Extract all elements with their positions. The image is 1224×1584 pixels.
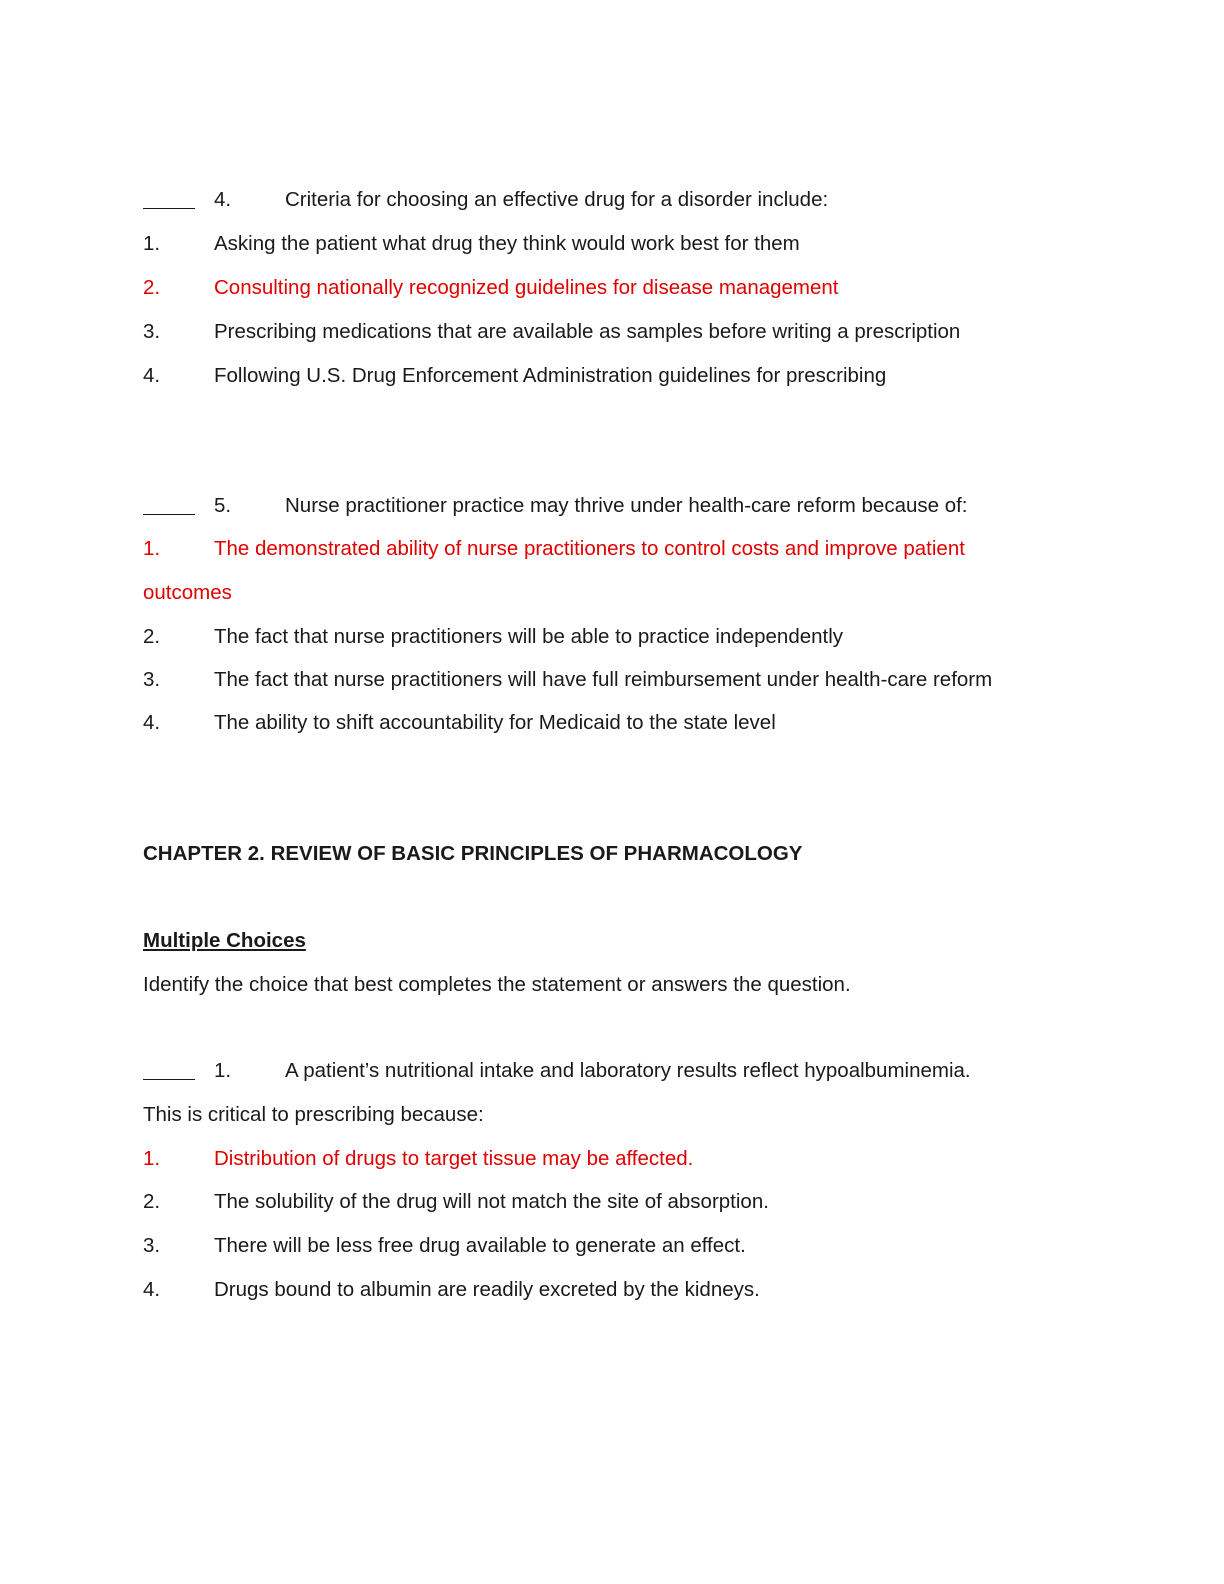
option-number: 2. (143, 625, 161, 648)
option-line (143, 364, 886, 388)
option-line (143, 1190, 769, 1214)
option-line (143, 711, 776, 735)
option-number: 3. (143, 1234, 161, 1257)
option-text: Distribution of drugs to target tissue may be affected. (214, 1147, 694, 1170)
option-text: Consulting nationally recognized guidelines for disease management (214, 276, 839, 299)
option-text: Following U.S. Drug Enforcement Administration guidelines for prescribing (214, 364, 887, 387)
question-number: 1. (214, 1059, 232, 1082)
option-line (143, 1278, 760, 1302)
answer-blank (143, 496, 195, 515)
option-line (143, 1234, 746, 1258)
option-number: 1. (143, 1147, 161, 1170)
option-text: There will be less free drug available to generate an effect. (214, 1234, 746, 1257)
option-text: The solubility of the drug will not match the site of absorption. (214, 1190, 769, 1213)
option-number: 2. (143, 276, 161, 299)
chapter-heading: CHAPTER 2. REVIEW OF BASIC PRINCIPLES OF PHARMACOLOGY (143, 842, 803, 865)
option-number: 4. (143, 711, 161, 734)
option-line-correct (143, 1147, 693, 1171)
question-5-stem-line (143, 494, 968, 519)
option-line (143, 668, 992, 692)
option-line-correct (143, 276, 839, 300)
option-number: 3. (143, 668, 161, 691)
question-4-stem-line (143, 188, 829, 213)
option-text: The fact that nurse practitioners will have full reimbursement under health-care reform (214, 668, 993, 691)
option-number: 1. (143, 537, 161, 560)
option-text: The ability to shift accountability for Medicaid to the state level (214, 711, 776, 734)
question-stem: Nurse practitioner practice may thrive under health-care reform because of: (285, 494, 968, 517)
instructions: Identify the choice that best completes the statement or answers the question. (143, 973, 851, 996)
question-stem: A patient’s nutritional intake and laboratory results reflect hypoalbuminemia. (285, 1059, 971, 1082)
option-text: Drugs bound to albumin are readily excreted by the kidneys. (214, 1278, 760, 1301)
answer-blank (143, 1061, 195, 1080)
section-heading: Multiple Choices (143, 929, 306, 952)
option-number: 4. (143, 1278, 161, 1301)
question-number: 4. (214, 188, 232, 211)
option-line-correct (143, 537, 965, 561)
option-continuation-correct: outcomes (143, 581, 232, 604)
option-text: The fact that nurse practitioners will be able to practice independently (214, 625, 844, 648)
option-number: 3. (143, 320, 161, 343)
option-line (143, 625, 843, 649)
question-stem-continuation: This is critical to prescribing because: (143, 1103, 484, 1126)
option-number: 4. (143, 364, 161, 387)
answer-blank (143, 190, 195, 209)
option-line (143, 232, 800, 256)
option-line (143, 320, 960, 344)
question-number: 5. (214, 494, 232, 517)
option-number: 1. (143, 232, 161, 255)
question-stem: Criteria for choosing an effective drug for a disorder include: (285, 188, 829, 211)
option-text: The demonstrated ability of nurse practitioners to control costs and improve patient (214, 537, 965, 560)
question-1-stem-line (143, 1059, 971, 1084)
option-number: 2. (143, 1190, 161, 1213)
option-text: Asking the patient what drug they think would work best for them (214, 232, 800, 255)
option-text: Prescribing medications that are available as samples before writing a prescription (214, 320, 961, 343)
